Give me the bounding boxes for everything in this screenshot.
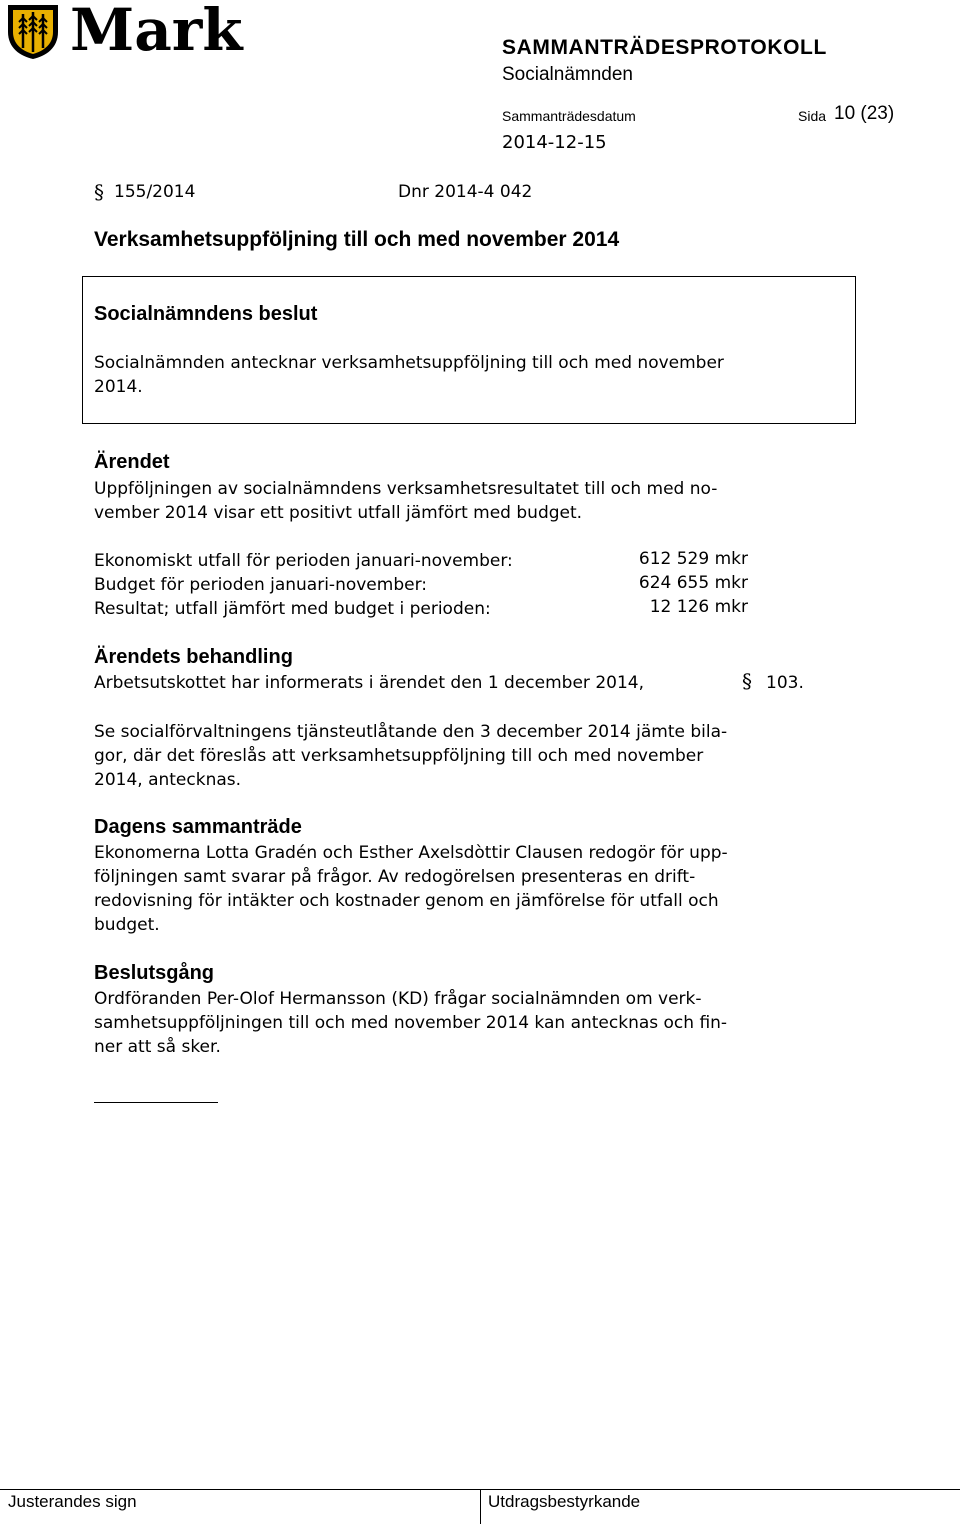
dagens-heading: Dagens sammanträde xyxy=(94,816,302,838)
arendet-text-line-2: vember 2014 visar ett positivt utfall jämfört med budget. xyxy=(94,503,583,523)
decision-box xyxy=(82,276,856,424)
dagens-text-line-1: Ekonomerna Lotta Gradén och Esther Axelsdòttir Clausen redogör för upp- xyxy=(94,843,728,863)
behandling-paragraph-ref: 103. xyxy=(766,673,804,693)
decision-text-line-2: 2014. xyxy=(94,377,143,397)
protocol-title: SAMMANTRÄDESPROTOKOLL xyxy=(502,36,827,59)
paragraph-sign-icon: § xyxy=(94,180,104,204)
signature-underline xyxy=(94,1102,218,1103)
item-number: 155/2014 xyxy=(114,182,196,202)
economy-row-value: 624 655 mkr xyxy=(638,573,748,593)
decision-heading: Socialnämndens beslut xyxy=(94,303,318,325)
behandling-p2-line-2: gor, där det föreslås att verksamhetsuppföljning till och med november xyxy=(94,746,704,766)
meeting-date: 2014-12-15 xyxy=(502,132,607,153)
footer-column-divider xyxy=(480,1489,481,1524)
footer-utdragsbestyrkande: Utdragsbestyrkande xyxy=(488,1492,641,1511)
meeting-date-label: Sammanträdesdatum xyxy=(502,108,636,124)
economy-row-label: Resultat; utfall jämfört med budget i perioden: xyxy=(94,599,491,619)
coat-of-arms-icon xyxy=(4,2,62,60)
municipality-logo xyxy=(4,0,243,64)
behandling-heading: Ärendets behandling xyxy=(94,646,293,668)
decision-text-line-1: Socialnämnden antecknar verksamhetsuppföljning till och med november xyxy=(94,353,724,373)
footer-justerandes-sign: Justerandes sign xyxy=(8,1492,137,1511)
page-number: 10 (23) xyxy=(834,103,895,124)
dagens-text-line-3: redovisning för intäkter och kostnader genom en jämförelse för utfall och xyxy=(94,891,719,911)
economy-row-label: Budget för perioden januari-november: xyxy=(94,575,427,595)
item-title: Verksamhetsuppföljning till och med november 2014 xyxy=(94,228,620,251)
behandling-p2-line-3: 2014, antecknas. xyxy=(94,770,242,790)
logo-wordmark: Mark xyxy=(70,0,243,64)
arendet-text-line-1: Uppföljningen av socialnämndens verksamhetsresultatet till och med no- xyxy=(94,479,718,499)
organ-name: Socialnämnden xyxy=(502,64,633,85)
case-number: Dnr 2014-4 042 xyxy=(398,182,533,202)
paragraph-sign-icon: § xyxy=(742,669,752,693)
behandling-p2-line-1: Se socialförvaltningens tjänsteutlåtande den 3 december 2014 jämte bila- xyxy=(94,722,728,742)
beslutsgang-text-line-3: ner att så sker. xyxy=(94,1037,221,1057)
dagens-text-line-4: budget. xyxy=(94,915,160,935)
economy-row-label: Ekonomiskt utfall för perioden januari-november: xyxy=(94,551,513,571)
arendet-heading: Ärendet xyxy=(94,451,170,473)
dagens-text-line-2: följningen samt svarar på frågor. Av redogörelsen presenteras en drift- xyxy=(94,867,696,887)
page-label: Sida xyxy=(798,108,827,124)
beslutsgang-text-line-1: Ordföranden Per-Olof Hermansson (KD) frågar socialnämnden om verk- xyxy=(94,989,702,1009)
economy-row-value: 612 529 mkr xyxy=(638,549,748,569)
beslutsgang-text-line-2: samhetsuppföljningen till och med november 2014 kan antecknas och fin- xyxy=(94,1013,728,1033)
beslutsgang-heading: Beslutsgång xyxy=(94,962,215,984)
behandling-text-line-1: Arbetsutskottet har informerats i ärendet den 1 december 2014, xyxy=(94,673,644,693)
economy-row-value: 12 126 mkr xyxy=(649,597,748,617)
